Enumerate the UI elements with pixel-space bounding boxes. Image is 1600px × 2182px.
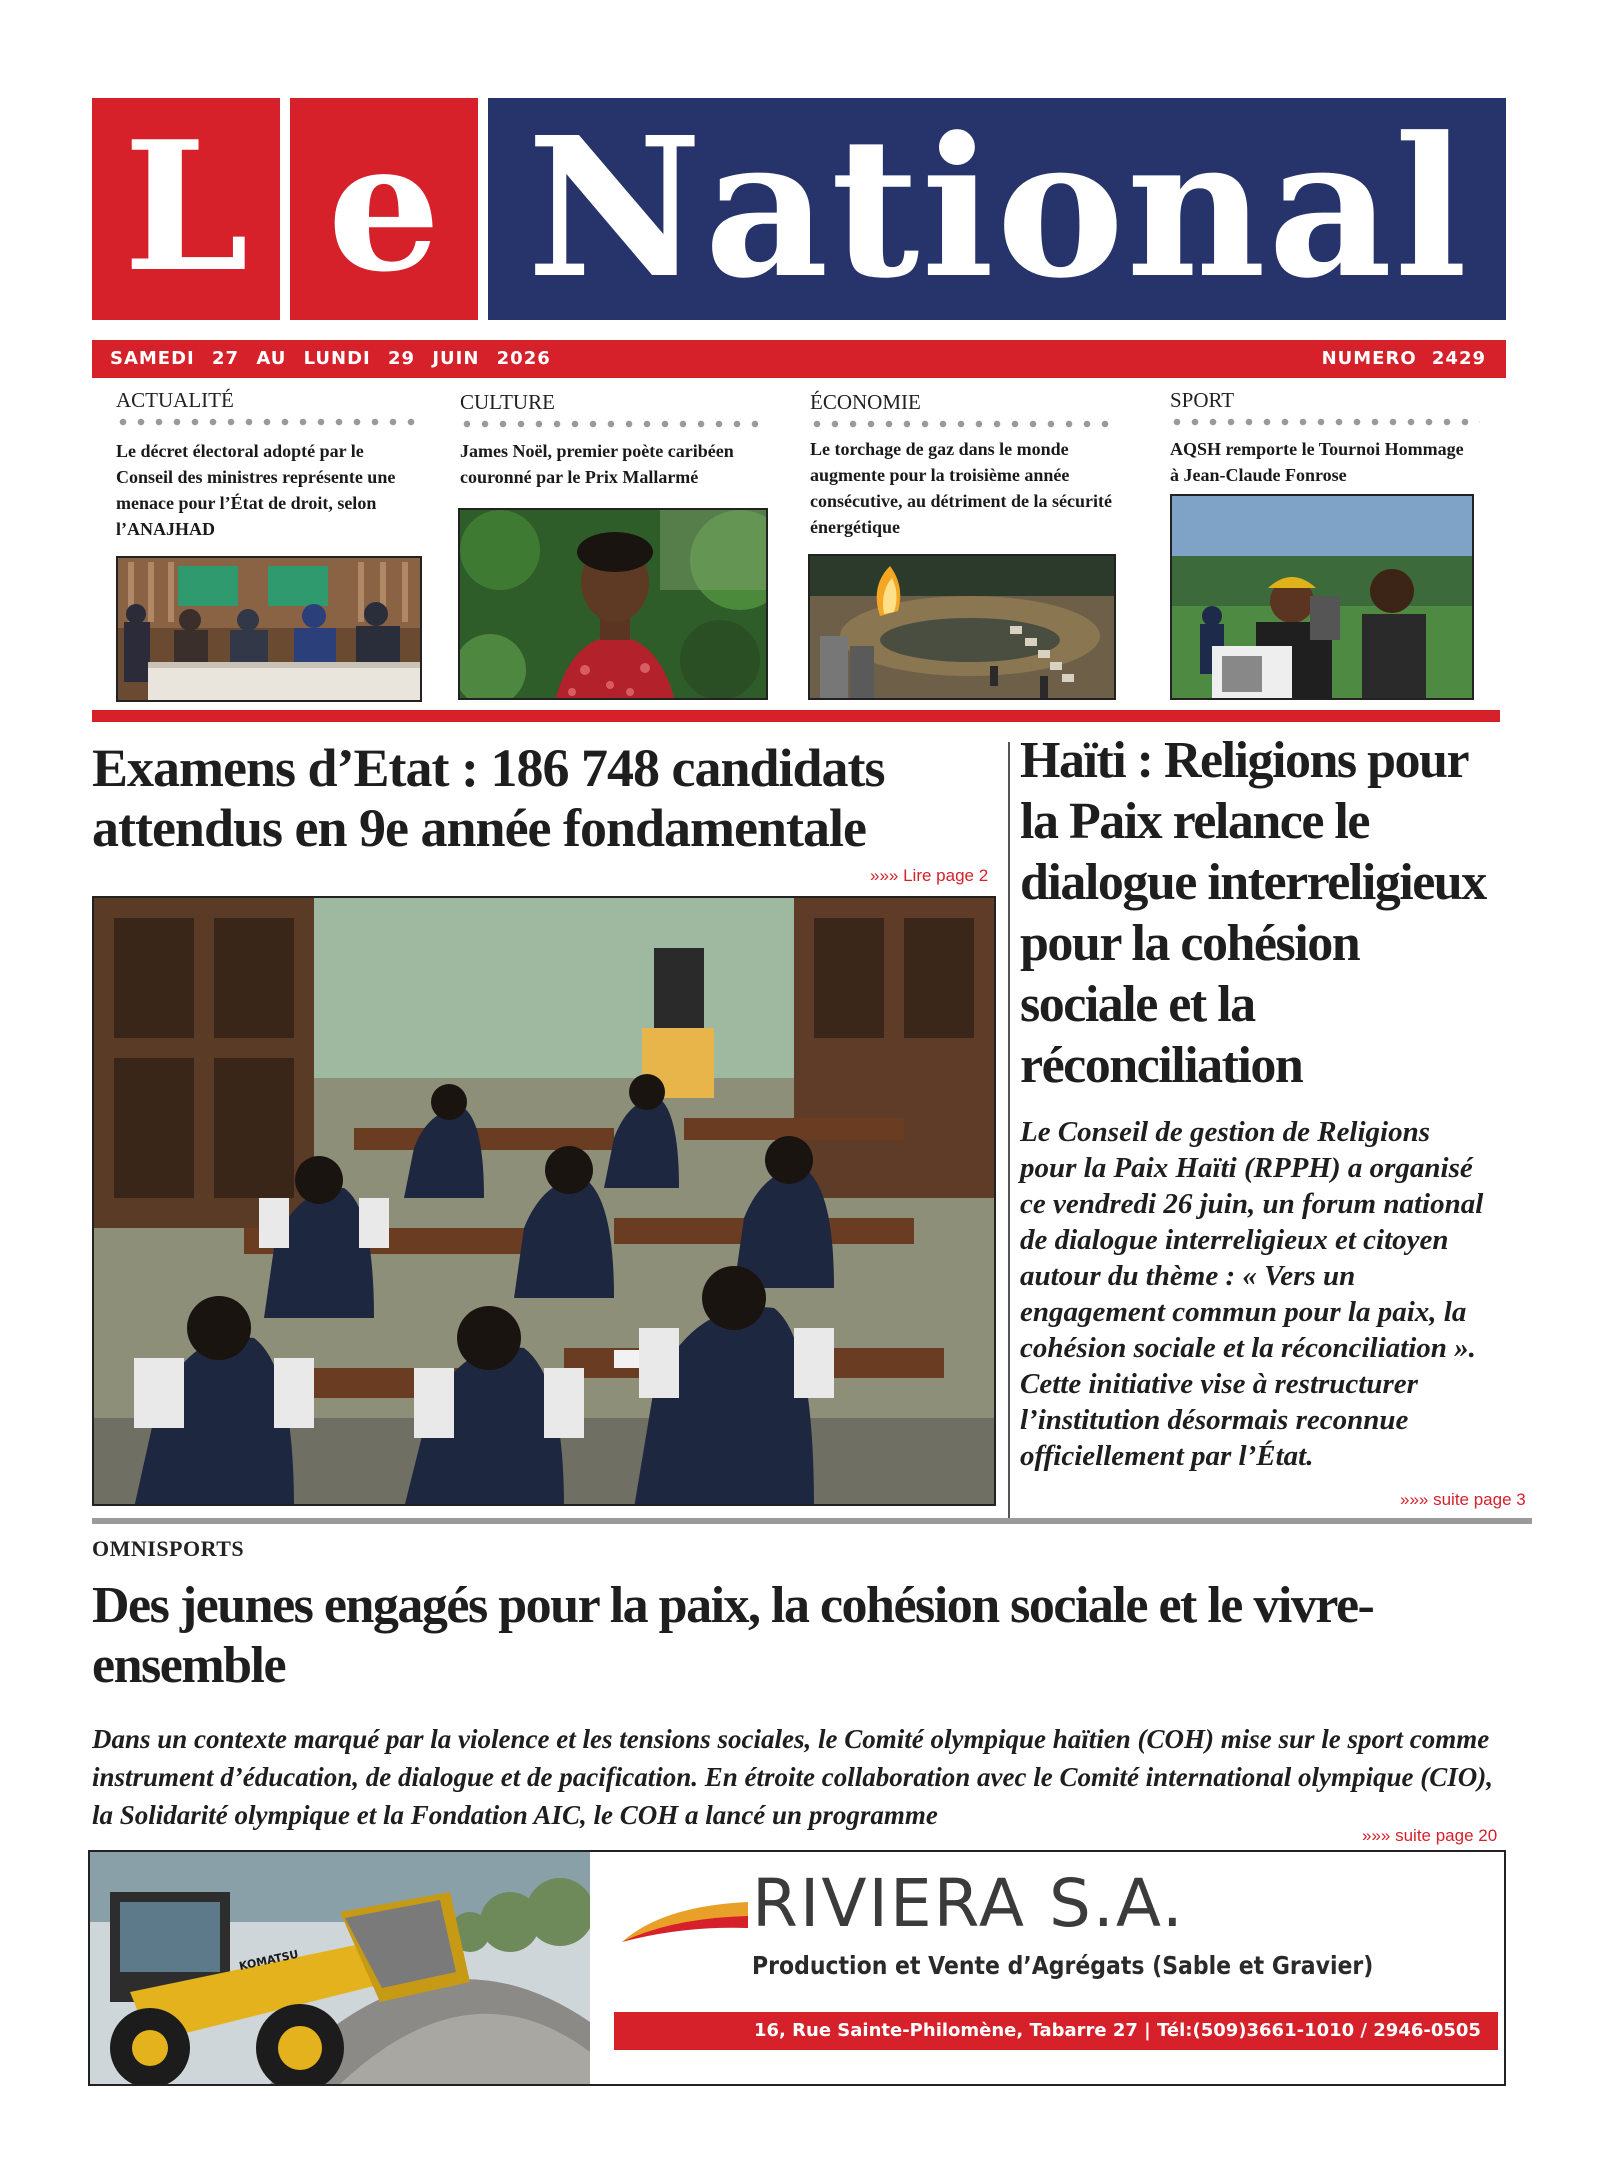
teaser-headline[interactable]: Le torchage de gaz dans le monde augmente pour la troisième année consécutive, au détriment de la sécurité énergétique [810, 439, 1112, 537]
ad-contact-bar [614, 2012, 1498, 2050]
sport-category: OMNISPORTS [92, 1536, 245, 1561]
masthead-letter-e: e [327, 102, 441, 311]
sport-story-link[interactable]: »»» suite page 20 [1362, 1826, 1498, 1845]
teaser-category: SPORT [1170, 388, 1235, 412]
teaser-category: ACTUALITÉ [116, 388, 234, 412]
portrait-photo[interactable] [458, 508, 768, 700]
wheel-loader-illustration [90, 1852, 590, 2084]
side-lead: Le Conseil de gestion de Religions pour la Paix Haïti (RPPH) a organisé ce vendredi 26 juin, un forum national de dialogue interreligieux et citoyen autour du thème : « Vers un engagement commun pour la paix, la cohésion sociale et la réconciliation ». Cette initiative vise à restructurer l’institution désormais reconnue officiellement par l’État. [1020, 1116, 1484, 1472]
teaser-headline[interactable]: James Noël, premier poète caribéen couronné par le Prix Mallarmé [460, 441, 734, 487]
section-divider [92, 710, 1500, 722]
ad-contact: 16, Rue Sainte-Philomène, Tabarre 27 | Tél:(509)3661-1010 / 2946-0505 [754, 2020, 1481, 2041]
column-divider [1008, 742, 1010, 1518]
dotted-divider [808, 420, 1118, 428]
teaser-headline[interactable]: AQSH remporte le Tournoi Hommage à Jean-Claude Fonrose [1170, 439, 1464, 485]
exam-classroom-photo[interactable] [92, 896, 996, 1506]
masthead-title: National [526, 96, 1470, 321]
ad-tagline: Production et Vente d’Agrégats (Sable et Gravier) [752, 1952, 1374, 1981]
portrait-illustration [460, 510, 768, 700]
main-headline[interactable]: Examens d’Etat : 186 748 candidats attendus en 9e année fondamentale [92, 738, 885, 858]
dotted-divider [1168, 418, 1480, 426]
press-conference-photo[interactable] [116, 556, 422, 702]
wheel-loader-photo [90, 1852, 590, 2084]
sport-lead: Dans un contexte marqué par la violence et les tensions sociales, le Comité olympique haïtien (COH) mise sur le sport comme instrument d’éducation, de dialogue et de pacification. En étroite collaboration avec le Comité international olympique (CIO), la Solidarité olympique et la Fondation AIC, le COH a lancé un programme [92, 1724, 1493, 1830]
masthead-letter-l: L [123, 102, 249, 311]
date-bar [92, 340, 1506, 378]
ad-brand: RIVIERA S.A. [752, 1865, 1185, 1942]
main-story-link[interactable]: »»» Lire page 2 [870, 866, 989, 885]
teaser-category: CULTURE [460, 390, 555, 414]
dotted-divider [114, 418, 424, 426]
loader-brand-text: KOMATSU [237, 1947, 300, 1973]
issue-date: SAMEDI 27 AU LUNDI 29 JUIN 2026 [110, 348, 551, 369]
dotted-divider [458, 420, 768, 428]
gas-flare-photo[interactable] [808, 554, 1116, 700]
gas-flare-illustration [810, 556, 1116, 700]
section-divider [92, 1518, 1532, 1524]
logo-swoosh [622, 1898, 748, 1944]
sport-headline[interactable]: Des jeunes engagés pour la paix, la cohésion sociale et le vivre-ensemble [92, 1577, 1374, 1694]
exam-classroom-illustration [94, 898, 996, 1506]
press-conference-illustration [118, 558, 422, 702]
trophy-photo[interactable] [1170, 494, 1474, 700]
trophy-illustration [1172, 496, 1474, 700]
side-headline[interactable]: Haïti : Religions pour la Paix relance le dialogue interreligieux pour la cohésion sociale et la réconciliation [1020, 732, 1486, 1094]
issue-number: NUMERO 2429 [1321, 348, 1486, 369]
riviera-logo-icon [622, 1898, 748, 1944]
teaser-headline[interactable]: Le décret électoral adopté par le Conseil des ministres représente une menace pour l’État de droit, selon l’ANAJHAD [116, 441, 396, 539]
side-story-link[interactable]: »»» suite page 3 [1400, 1490, 1526, 1509]
advertisement[interactable] [88, 1850, 1506, 2086]
teaser-category: ÉCONOMIE [810, 390, 921, 414]
